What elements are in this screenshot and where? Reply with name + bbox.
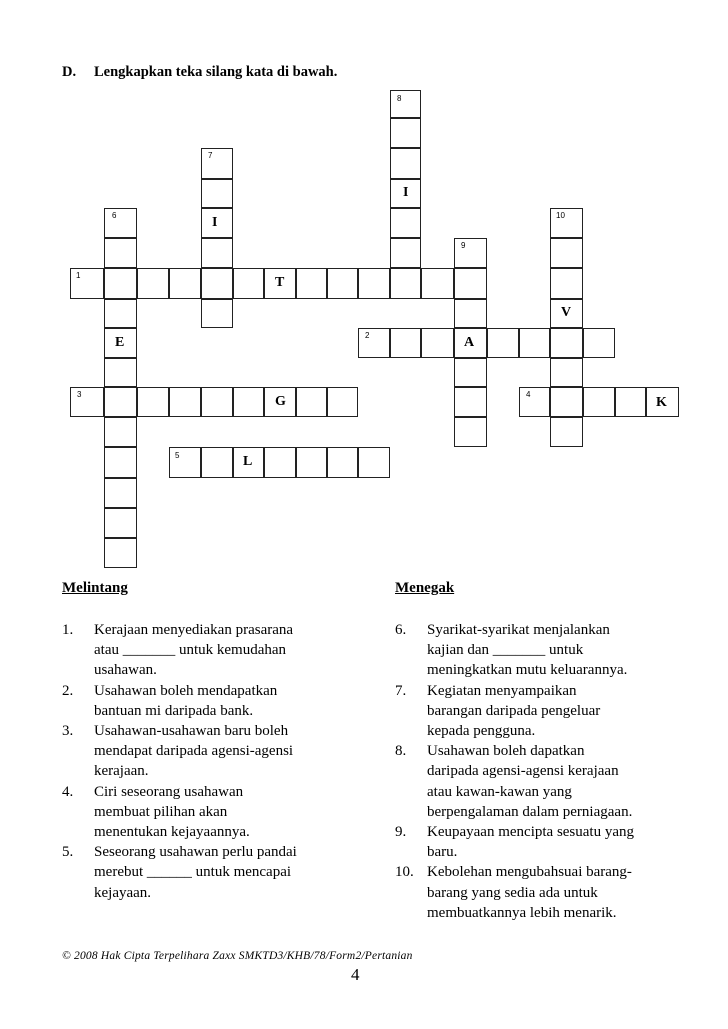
clue-line: Ciri seseorang usahawan	[94, 783, 244, 800]
crossword-cell[interactable]	[327, 268, 358, 299]
crossword-cell[interactable]	[104, 478, 137, 508]
crossword-cell[interactable]	[233, 268, 264, 299]
given-letter-i-down7: I	[212, 215, 218, 230]
crossword-cell[interactable]	[201, 148, 233, 179]
across-clue-list	[62, 620, 372, 903]
clue-line: mendapat daripada agensi-agensi	[94, 743, 294, 760]
down-title: Menegak	[395, 580, 455, 596]
clue-line: atau kawan-kawan yang	[427, 783, 572, 800]
crossword-cell[interactable]	[550, 387, 583, 417]
clue-line: Seseorang usahawan perlu pandai	[94, 844, 297, 861]
crossword-cell[interactable]	[390, 148, 421, 179]
clue-number-10: 10	[556, 211, 565, 220]
given-letter-l-across5: L	[243, 454, 253, 469]
crossword-cell[interactable]	[358, 328, 390, 358]
list-item	[395, 822, 695, 862]
crossword-cell[interactable]	[201, 268, 233, 299]
clue-num: 1.	[62, 622, 74, 638]
clue-num: 7.	[395, 682, 407, 699]
crossword-cell[interactable]	[169, 447, 201, 478]
clue-line: barang yang sedia ada untuk	[427, 884, 598, 901]
clue-number-4: 4	[526, 390, 531, 399]
copyright-footer: © 2008 Hak Cipta Terpelihara Zaxx SMKTD3/KHB/78/Form2/Pertanian	[62, 950, 413, 962]
clue-line: Kerajaan menyediakan prasarana	[94, 622, 294, 638]
clue-number-5: 5	[175, 451, 180, 460]
clue-num: 5.	[62, 844, 74, 861]
across-title: Melintang	[62, 580, 128, 596]
given-letter-i-down8: I	[403, 185, 409, 200]
clue-line: kajian dan _______ untuk	[427, 642, 584, 659]
crossword-cell[interactable]	[169, 268, 201, 299]
list-item	[395, 620, 695, 681]
clue-line: kerajaan.	[94, 763, 149, 780]
clue-line: usahawan.	[94, 662, 157, 679]
crossword-cell[interactable]	[327, 387, 358, 417]
given-letter-g-across3: G	[275, 394, 286, 409]
list-item	[395, 862, 695, 923]
clue-line: merebut ______ untuk mencapai	[94, 864, 292, 881]
crossword-cell[interactable]	[454, 238, 487, 268]
crossword-cell[interactable]	[358, 268, 390, 299]
clue-line: Usahawan boleh dapatkan	[427, 743, 585, 760]
crossword-cell[interactable]	[550, 208, 583, 238]
crossword-cell[interactable]	[296, 268, 327, 299]
clue-num: 4.	[62, 783, 74, 800]
clue-number-9: 9	[461, 241, 466, 250]
clue-number-3: 3	[77, 390, 82, 399]
clue-line: meningkatkan mutu keluarannya.	[427, 662, 628, 679]
clue-line: Kebolehan mengubahsuai barang-	[427, 864, 632, 881]
clue-line: atau _______ untuk kemudahan	[94, 642, 287, 659]
clue-line: bantuan mi daripada bank.	[94, 702, 254, 719]
list-item	[62, 782, 372, 843]
crossword-cell[interactable]	[137, 387, 169, 417]
crossword-cell[interactable]	[169, 387, 201, 417]
clue-line: kejayaan.	[94, 884, 152, 901]
clue-number-8: 8	[397, 94, 402, 103]
clue-line: membuat pilihan akan	[94, 803, 228, 820]
crossword-cell[interactable]	[454, 387, 487, 417]
crossword-cell[interactable]	[583, 328, 615, 358]
crossword-cell[interactable]	[201, 299, 233, 328]
crossword-cell[interactable]	[201, 387, 233, 417]
crossword-cell[interactable]	[296, 447, 327, 478]
crossword-cell[interactable]	[137, 268, 169, 299]
given-letter-a-across2: A	[464, 335, 475, 350]
clue-num: 9.	[395, 824, 407, 841]
section-label: D.	[62, 64, 77, 80]
section-instruction: Lengkapkan teka silang kata di bawah.	[94, 64, 338, 80]
clue-line: daripada agensi-agensi kerajaan	[427, 763, 619, 780]
crossword-cell[interactable]	[104, 358, 137, 387]
given-letter-t-across1: T	[275, 275, 285, 290]
crossword-cell[interactable]	[358, 447, 390, 478]
clue-line: Keupayaan mencipta sesuatu yang	[427, 824, 635, 841]
clue-line: membuatkannya lebih menarik.	[427, 904, 617, 921]
crossword-cell[interactable]	[583, 387, 615, 417]
crossword-cell[interactable]	[390, 328, 421, 358]
crossword-cell[interactable]	[104, 268, 137, 299]
crossword-cell[interactable]	[70, 387, 104, 417]
crossword-cell[interactable]	[550, 268, 583, 299]
crossword-cell[interactable]	[201, 447, 233, 478]
crossword-cell[interactable]	[454, 358, 487, 387]
clue-num: 10.	[395, 864, 414, 881]
list-item	[62, 681, 372, 721]
clue-line: barangan daripada pengeluar	[427, 702, 601, 719]
crossword-cell[interactable]	[390, 268, 421, 299]
crossword-cell[interactable]	[550, 417, 583, 447]
crossword-cell[interactable]	[296, 387, 327, 417]
crossword-cell[interactable]	[487, 328, 519, 358]
clue-line: Kegiatan menyampaikan	[427, 682, 577, 699]
crossword-cell[interactable]	[390, 90, 421, 118]
crossword-cell[interactable]	[104, 238, 137, 268]
crossword-cell[interactable]	[390, 118, 421, 148]
crossword-cell[interactable]	[550, 328, 583, 358]
crossword-cell[interactable]	[550, 358, 583, 387]
crossword-cell[interactable]	[454, 417, 487, 447]
clue-num: 2.	[62, 682, 74, 699]
clue-line: menentukan kejayaannya.	[94, 824, 250, 841]
clue-line: Usahawan-usahawan baru boleh	[94, 723, 289, 740]
list-item	[395, 681, 695, 742]
clue-number-6: 6	[112, 211, 117, 220]
given-letter-v-down10: V	[561, 305, 572, 320]
crossword-cell[interactable]	[104, 417, 137, 447]
clue-num: 6.	[395, 622, 407, 638]
crossword-cell[interactable]	[104, 387, 137, 417]
crossword-cell[interactable]	[454, 299, 487, 328]
list-item	[62, 721, 372, 782]
crossword-cell[interactable]	[390, 238, 421, 268]
crossword-cell[interactable]	[201, 238, 233, 268]
crossword-cell[interactable]	[233, 387, 264, 417]
given-letter-e-down6: E	[115, 335, 125, 350]
clue-line: kepada pengguna.	[427, 723, 536, 740]
crossword-cell[interactable]	[390, 208, 421, 238]
clue-line: Usahawan boleh mendapatkan	[94, 682, 278, 699]
crossword-cell[interactable]	[104, 508, 137, 538]
crossword-cell[interactable]	[615, 387, 646, 417]
crossword-cell[interactable]	[264, 447, 296, 478]
crossword-cell[interactable]	[104, 538, 137, 568]
crossword-cell[interactable]	[550, 238, 583, 268]
list-item	[395, 741, 695, 822]
crossword-cell[interactable]	[421, 268, 454, 299]
clue-number-2: 2	[365, 331, 370, 340]
clue-line: baru.	[427, 844, 458, 861]
crossword-cell[interactable]	[421, 328, 454, 358]
given-letter-k-across4: K	[656, 395, 667, 410]
crossword-cell[interactable]	[454, 268, 487, 299]
clue-line: Syarikat-syarikat menjalankan	[427, 622, 610, 638]
clue-num: 3.	[62, 723, 74, 740]
crossword-cell[interactable]	[519, 328, 550, 358]
crossword-cell[interactable]	[104, 208, 137, 238]
clue-number-1: 1	[76, 271, 81, 280]
crossword-cell[interactable]	[104, 447, 137, 478]
crossword-cell[interactable]	[201, 179, 233, 208]
crossword-cell[interactable]	[104, 299, 137, 328]
crossword-cell[interactable]	[327, 447, 358, 478]
clue-number-7: 7	[208, 151, 213, 160]
clue-num: 8.	[395, 743, 407, 760]
crossword-cell[interactable]	[519, 387, 550, 417]
down-clue-list	[395, 620, 695, 923]
list-item	[62, 620, 372, 681]
page-number: 4	[351, 965, 360, 984]
clue-line: berpengalaman dalam perniagaan.	[427, 803, 633, 820]
list-item	[62, 842, 372, 903]
